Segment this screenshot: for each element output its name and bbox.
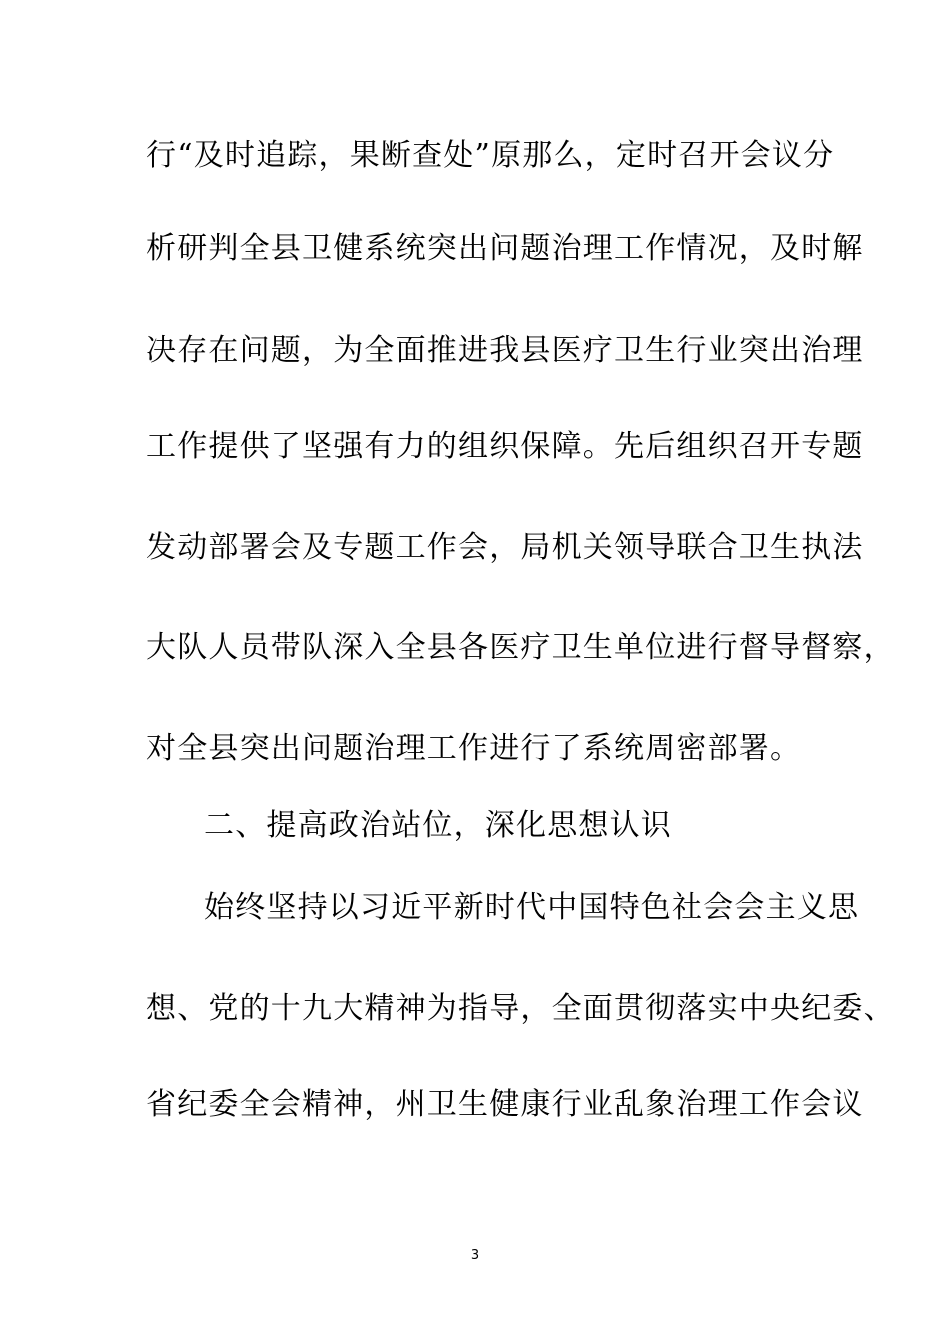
body-text-line: 大队人员带队深入全县各医疗卫生单位进行督导督察，	[146, 630, 895, 665]
body-text-line: 想、党的十九大精神为指导，全面贯彻落实中央纪委、	[146, 991, 895, 1026]
section-heading: 二、提高政治站位，深化思想认识	[204, 808, 672, 843]
page-number: 3	[470, 1248, 480, 1263]
body-text-line: 对全县突出问题治理工作进行了系统周密部署。	[146, 731, 802, 766]
body-text-line: 析研判全县卫健系统突出问题治理工作情况，及时解	[146, 231, 864, 266]
body-text-line: 工作提供了坚强有力的组织保障。先后组织召开专题	[146, 429, 864, 464]
body-text-line: 省纪委全会精神，州卫生健康行业乱象治理工作会议	[146, 1087, 864, 1122]
body-text-line: 行“及时追踪，果断查处”原那么，定时召开会议分	[146, 138, 835, 173]
body-text-line: 发动部署会及专题工作会，局机关领导联合卫生执法	[146, 530, 864, 565]
body-text-line: 始终坚持以习近平新时代中国特色社会会主义思	[204, 890, 860, 925]
body-text-line: 决存在问题，为全面推进我县医疗卫生行业突出治理	[146, 333, 864, 368]
